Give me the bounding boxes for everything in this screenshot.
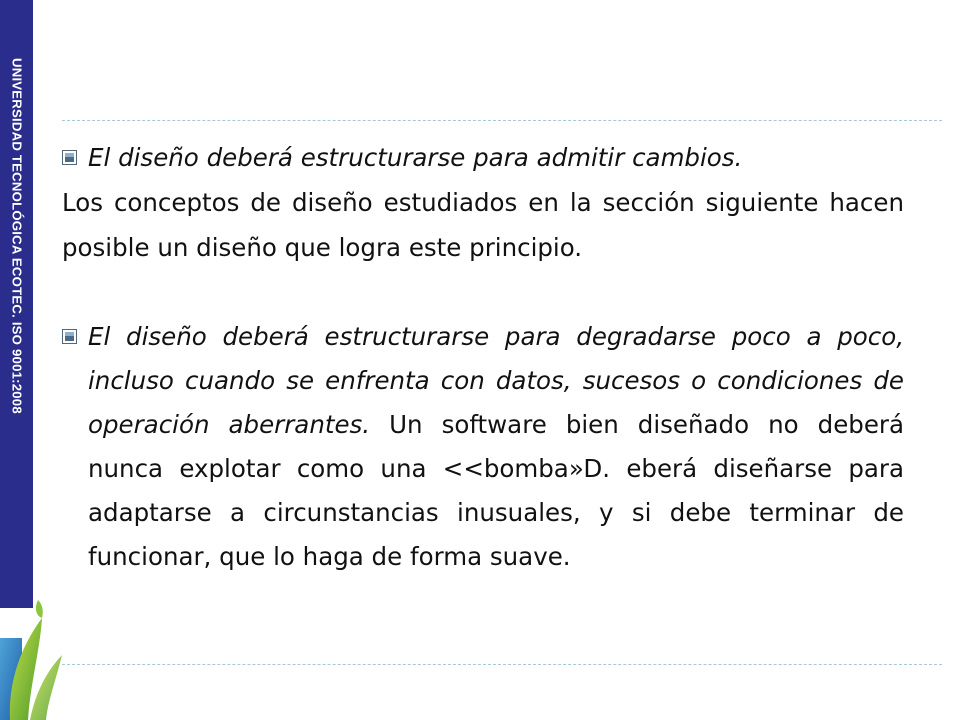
square-bullet-icon xyxy=(62,329,77,344)
sidebar-banner xyxy=(0,0,33,608)
ecotec-logo xyxy=(0,600,70,720)
bullet-item-1 xyxy=(62,136,904,180)
slide-body xyxy=(62,136,904,579)
top-divider xyxy=(62,120,942,121)
bottom-divider xyxy=(62,664,942,665)
paragraph-1: Los conceptos de diseño estudiados en la sección siguiente hacen posible un diseño que logra este principio. xyxy=(62,188,904,262)
university-name: UNIVERSIDAD TECNOLÓGICA ECOTEC. ISO 9001:2008 xyxy=(9,58,25,414)
square-bullet-icon xyxy=(62,150,77,165)
bullet-2-italic-text: El diseño deberá estructurarse para degradarse poco a poco, incluso cuando se enfrenta con datos, sucesos o condiciones de operación aberrantes. xyxy=(88,322,904,439)
bullet-2-normal-text: Un software bien diseñado no deberá nunca explotar como una <<bomba»D. eberá diseñarse para adaptarse a circunstancias inusuales, y si debe terminar de funcionar, que lo haga de forma suave. xyxy=(88,410,904,571)
bullet-item-2 xyxy=(62,315,904,579)
bullet-1-text: El diseño deberá estructurarse para admitir cambios. xyxy=(88,143,743,172)
